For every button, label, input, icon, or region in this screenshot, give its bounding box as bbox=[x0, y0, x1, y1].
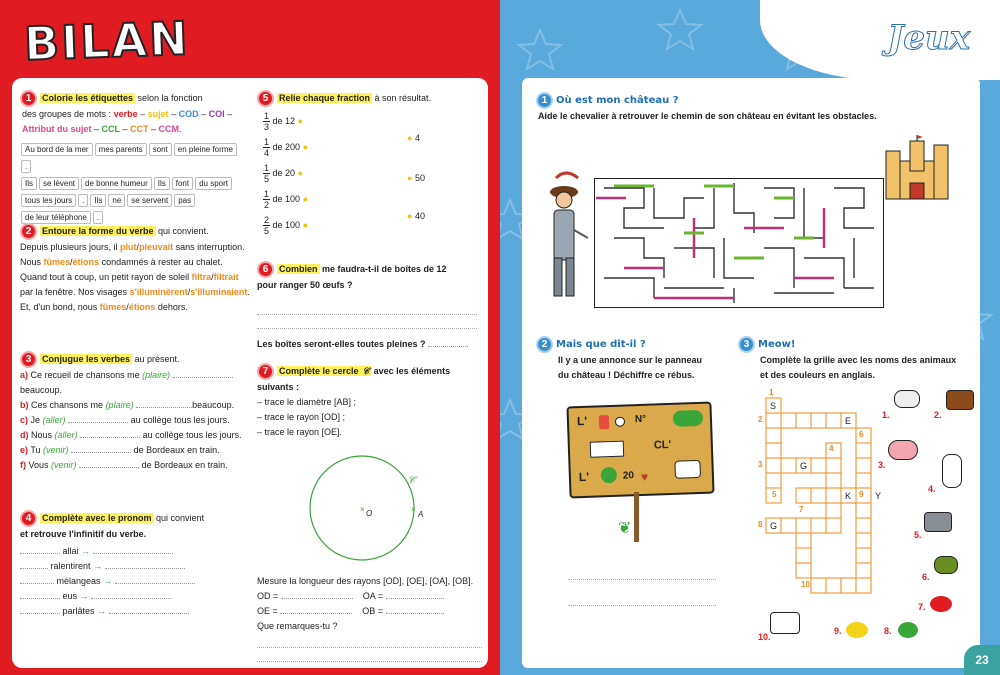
separator: – bbox=[224, 109, 233, 119]
point-o-label: O bbox=[366, 509, 373, 518]
denominator: 2 bbox=[264, 200, 270, 210]
animal-label: 5. bbox=[914, 530, 922, 540]
instruction-text: Aide le chevalier à retrouver le chemin de son château en évitant les obstacles. bbox=[538, 111, 877, 121]
sentence-text: beaucoup. bbox=[192, 400, 235, 410]
oa-blank[interactable] bbox=[386, 598, 444, 599]
labels-row-1 bbox=[20, 141, 250, 175]
separator: – bbox=[120, 124, 131, 134]
verb-choice[interactable]: pleuvait bbox=[139, 242, 174, 252]
question-text: Que remarques-tu ? bbox=[257, 621, 338, 631]
numerator: 1 bbox=[264, 137, 270, 147]
animal-label: 2. bbox=[934, 410, 942, 420]
grid-number: 7 bbox=[799, 505, 804, 514]
rebus-text: CL' bbox=[653, 438, 672, 452]
plant-icon: ❦ bbox=[618, 520, 632, 537]
sheep-icon bbox=[894, 390, 920, 408]
verb-form: eus bbox=[62, 591, 78, 601]
grid-letter: K bbox=[845, 491, 852, 501]
goat-icon bbox=[674, 460, 701, 479]
match-dot[interactable]: ● bbox=[302, 219, 309, 230]
sentence-text: de Bordeaux en train. bbox=[133, 445, 220, 455]
pronoun-blank[interactable] bbox=[20, 613, 60, 614]
rebus-text: 20 bbox=[622, 470, 635, 482]
animal-label: 4. bbox=[928, 484, 936, 494]
verb-infinitive: (aller) bbox=[54, 430, 78, 440]
exercise-2 bbox=[20, 223, 260, 315]
numerator: 1 bbox=[264, 111, 270, 121]
instruction-text: et retrouve l'infinitif du verbe. bbox=[20, 529, 147, 539]
arrow-icon: → bbox=[93, 561, 103, 571]
instruction-highlight: Relie chaque fraction bbox=[279, 92, 371, 103]
infinitive-blank[interactable] bbox=[91, 598, 171, 599]
exercise-number: 1 bbox=[20, 90, 37, 107]
grid-number: 2 bbox=[758, 415, 763, 424]
verb-form: mélangeas bbox=[56, 576, 101, 586]
pronoun-blank[interactable] bbox=[20, 553, 60, 554]
instruction-item: – trace le diamètre [AB] ; bbox=[257, 397, 357, 407]
left-content-card bbox=[12, 78, 488, 668]
instruction-highlight: Conjugue les verbes bbox=[42, 353, 131, 364]
word-label[interactable]: Ils bbox=[21, 177, 37, 190]
answer-blank[interactable] bbox=[136, 407, 192, 408]
word-label[interactable]: ne bbox=[108, 194, 125, 207]
sentence-text: par la fenêtre. Nos visages bbox=[20, 287, 130, 297]
grid-number: 6 bbox=[859, 430, 864, 439]
animal-label: 3. bbox=[878, 460, 886, 470]
page-title: Jeux bbox=[887, 18, 970, 58]
pronoun-blank[interactable] bbox=[20, 568, 48, 569]
yellow-paint-icon bbox=[846, 622, 868, 638]
instruction-text: me faudra-t-il de boîtes de 12 bbox=[319, 263, 447, 274]
separator: – bbox=[168, 109, 179, 119]
infinitive-blank[interactable] bbox=[109, 613, 189, 614]
exercise-2 bbox=[536, 336, 726, 383]
verb-choice[interactable]: fûmes bbox=[99, 302, 127, 312]
word-label[interactable]: du sport bbox=[195, 177, 232, 190]
labels-row-2 bbox=[20, 175, 250, 192]
rebus-text: L' bbox=[576, 413, 588, 429]
item-letter: a) bbox=[20, 370, 29, 380]
exercise-5 bbox=[257, 90, 477, 249]
separator: – bbox=[91, 124, 102, 134]
fraction-item bbox=[263, 163, 303, 184]
sentence-text: de Bordeaux en train. bbox=[141, 460, 228, 470]
animal-label: 10. bbox=[758, 632, 771, 642]
oe-blank[interactable] bbox=[280, 613, 352, 614]
sentence-text: au collège tous les jours. bbox=[142, 430, 242, 440]
instruction-item: – trace le rayon [OD] ; bbox=[257, 412, 346, 422]
tree-icon bbox=[601, 467, 618, 484]
animal-label: 7. bbox=[918, 602, 926, 612]
word-label[interactable]: de leur téléphone bbox=[21, 211, 91, 224]
sentence-text: Vous bbox=[28, 460, 52, 470]
match-dot[interactable]: ● bbox=[297, 167, 304, 178]
rebus-sign bbox=[566, 401, 714, 498]
ob-label: OB = bbox=[362, 606, 384, 616]
exercise-3 bbox=[738, 336, 968, 383]
goose-icon bbox=[942, 454, 962, 488]
instruction-text: et des couleurs en anglais. bbox=[760, 370, 876, 380]
separator: / bbox=[187, 287, 191, 297]
word-label[interactable]: Au bord de la mer bbox=[21, 143, 93, 156]
arrow-icon: → bbox=[97, 606, 107, 616]
function-verbe: verbe bbox=[113, 109, 138, 119]
word-label[interactable]: font bbox=[172, 177, 193, 190]
word-label[interactable]: pas bbox=[174, 194, 195, 207]
arrow-icon: → bbox=[103, 576, 113, 586]
od-blank[interactable] bbox=[281, 598, 353, 599]
sentence-text: Quand tout à coup, un petit rayon de soleil bbox=[20, 272, 192, 282]
instruction-text: avec les éléments bbox=[371, 365, 451, 376]
horse-icon bbox=[946, 390, 974, 410]
instruction-text: du château ! Déchiffre ce rébus. bbox=[558, 370, 695, 380]
grid-letter: Y bbox=[875, 491, 882, 501]
result-value: 40 bbox=[414, 211, 425, 221]
function-coi: COI bbox=[208, 109, 225, 119]
grid-number: 5 bbox=[772, 490, 777, 499]
function-ccm: CCM bbox=[158, 124, 180, 134]
animal-label: 9. bbox=[834, 626, 842, 636]
rebus-text: L' bbox=[578, 469, 590, 485]
fraction-item bbox=[263, 215, 308, 236]
green-paint-icon bbox=[898, 622, 918, 638]
answer-line[interactable] bbox=[257, 648, 482, 662]
exercise-number: 2 bbox=[536, 336, 553, 353]
function-sujet: sujet bbox=[147, 109, 169, 119]
duck-icon bbox=[934, 556, 958, 574]
infinitive-blank[interactable] bbox=[105, 568, 185, 569]
exercise-title: Où est mon château ? bbox=[556, 94, 679, 106]
instruction-text: Complète la grille avec les noms des animaux bbox=[760, 355, 957, 365]
separator: / bbox=[70, 257, 73, 267]
sentence-text: Et, d'un bond, nous bbox=[20, 302, 100, 312]
sentence-text: beaucoup. bbox=[20, 385, 63, 395]
word-label[interactable]: se lèvent bbox=[39, 177, 79, 190]
exercise-number: 3 bbox=[738, 336, 755, 353]
result-item bbox=[407, 173, 425, 183]
numerator: 2 bbox=[264, 215, 270, 225]
pig-icon bbox=[888, 440, 918, 460]
verb-choice[interactable]: s'illuminaient bbox=[190, 287, 248, 297]
exercise-6 bbox=[257, 261, 477, 352]
cow-icon bbox=[770, 612, 800, 634]
verb-infinitive: (venir) bbox=[43, 445, 69, 455]
sentence-text: Nous bbox=[20, 257, 44, 267]
fraction-of: de 200 bbox=[272, 141, 301, 152]
crossword-grid[interactable] bbox=[752, 388, 882, 628]
function-attribut: Attribut du sujet bbox=[22, 124, 92, 134]
item-letter: d) bbox=[20, 430, 29, 440]
egg-icon bbox=[615, 417, 625, 427]
word-label[interactable]: Ils bbox=[90, 194, 106, 207]
sentence-text: Je bbox=[30, 415, 43, 425]
fraction-of: de 20 bbox=[272, 167, 296, 178]
answer-line[interactable] bbox=[568, 592, 716, 606]
match-dot[interactable]: ● bbox=[407, 173, 413, 183]
instruction-highlight: Complète avec le pronom bbox=[42, 512, 152, 523]
period: . bbox=[179, 124, 182, 134]
answer-line[interactable] bbox=[568, 566, 716, 580]
sentence-text: Nous bbox=[31, 430, 55, 440]
instruction-highlight: Entoure la forme du verbe bbox=[42, 225, 154, 236]
grid-letter: G bbox=[770, 521, 778, 531]
verb-choice[interactable]: filtra bbox=[191, 272, 212, 282]
verb-infinitive: (plaire) bbox=[142, 370, 171, 380]
music-icon bbox=[590, 441, 625, 458]
word-label[interactable]: tous les jours bbox=[21, 194, 76, 207]
answer-blank[interactable] bbox=[173, 377, 233, 378]
item-letter: f) bbox=[20, 460, 26, 470]
denominator: 5 bbox=[264, 226, 270, 236]
exercise-number: 2 bbox=[20, 223, 37, 240]
fraction-matching bbox=[257, 109, 477, 249]
answer-blank[interactable] bbox=[68, 422, 128, 423]
verb-infinitive: (aller) bbox=[42, 415, 66, 425]
animal-label: 6. bbox=[922, 572, 930, 582]
castle-illustration bbox=[882, 133, 952, 203]
verb-choice[interactable]: étions bbox=[128, 302, 156, 312]
circle-drawing[interactable] bbox=[257, 440, 467, 570]
center-mark: × bbox=[360, 505, 365, 514]
verb-infinitive: (plaire) bbox=[105, 400, 134, 410]
separator: / bbox=[211, 272, 214, 282]
grid-letter: G bbox=[800, 461, 808, 471]
rebus-text: N° bbox=[634, 413, 647, 426]
answer-line[interactable] bbox=[257, 634, 482, 648]
verb-form: allai bbox=[62, 546, 79, 556]
function-cct: CCT bbox=[130, 124, 149, 134]
exercise-7 bbox=[257, 363, 482, 662]
grid-number: 3 bbox=[758, 460, 763, 469]
page-number: 23 bbox=[964, 645, 1000, 675]
word-label[interactable]: se servent bbox=[127, 194, 172, 207]
verb-form: parlâtes bbox=[62, 606, 95, 616]
grid-number: 1 bbox=[769, 388, 774, 397]
verb-choice[interactable]: filtrait bbox=[213, 272, 239, 282]
word-label[interactable]: Ils bbox=[154, 177, 170, 190]
verb-infinitive: (venir) bbox=[51, 460, 77, 470]
instruction-text: selon la fonction bbox=[135, 92, 203, 103]
fraction-item bbox=[263, 111, 303, 132]
ob-blank[interactable] bbox=[386, 613, 444, 614]
right-page bbox=[500, 0, 1000, 675]
verb-choice[interactable]: étions bbox=[72, 257, 100, 267]
arrow-icon: → bbox=[79, 591, 89, 601]
word-label[interactable]: de bonne humeur bbox=[81, 177, 152, 190]
instruction-text: à son résultat. bbox=[372, 92, 432, 103]
instruction-text: Il y a une annonce sur le panneau bbox=[558, 355, 703, 365]
fraction-of: de 100 bbox=[272, 193, 301, 204]
point-a-mark: × bbox=[411, 505, 416, 514]
answer-blank[interactable] bbox=[79, 467, 139, 468]
answer-blank[interactable] bbox=[428, 346, 468, 347]
grid-number: 10 bbox=[801, 580, 810, 589]
point-a-label: A bbox=[418, 510, 424, 519]
measure-instruction: Mesure la longueur des rayons [OD], [OE], [OA], [OB]. bbox=[257, 576, 474, 586]
word-label[interactable]: mes parents bbox=[95, 143, 147, 156]
tree-icon bbox=[673, 410, 704, 427]
denominator: 5 bbox=[264, 174, 270, 184]
word-label[interactable]: en pleine forme bbox=[174, 143, 237, 156]
instruction-text: des groupes de mots : bbox=[22, 109, 114, 119]
separator: / bbox=[136, 242, 140, 252]
function-cod: COD bbox=[178, 109, 199, 119]
exercise-4 bbox=[20, 510, 260, 619]
circle-symbol: 𝒞 bbox=[362, 365, 370, 376]
labels-row-3 bbox=[20, 192, 250, 226]
sign-post bbox=[634, 492, 639, 542]
red-paint-icon bbox=[930, 596, 952, 612]
fraction-item bbox=[263, 137, 308, 158]
exercise-number: 4 bbox=[20, 510, 37, 527]
animal-label: 8. bbox=[884, 626, 892, 636]
donkey-icon bbox=[924, 512, 952, 532]
grid-letter: S bbox=[770, 401, 777, 411]
item-letter: c) bbox=[20, 415, 29, 425]
item-letter: b) bbox=[20, 400, 29, 410]
match-dot[interactable]: ● bbox=[302, 193, 309, 204]
verb-form: ralentirent bbox=[50, 561, 91, 571]
infinitive-blank[interactable] bbox=[93, 553, 173, 554]
exercise-1 bbox=[20, 90, 250, 226]
sentence-text: . bbox=[247, 287, 250, 297]
oe-label: OE = bbox=[257, 606, 278, 616]
heart-icon: ♥ bbox=[640, 469, 649, 484]
rebus-icon bbox=[599, 415, 609, 429]
word-label[interactable]: . bbox=[78, 194, 88, 207]
instruction-item: – trace le rayon [OE]. bbox=[257, 427, 343, 437]
infinitive-blank[interactable] bbox=[115, 583, 195, 584]
fraction-of: de 12 bbox=[272, 115, 296, 126]
page-title: BILAN bbox=[23, 11, 191, 71]
sentence-text: au collège tous les jours. bbox=[130, 415, 230, 425]
circle-label: 𝒞 bbox=[408, 475, 416, 486]
maze[interactable] bbox=[594, 178, 884, 308]
fraction-of: de 100 bbox=[272, 219, 301, 230]
verb-choice[interactable]: fûmes bbox=[43, 257, 71, 267]
right-content-card bbox=[522, 78, 980, 668]
instruction-text: pour ranger 50 œufs ? bbox=[257, 280, 353, 290]
numerator: 1 bbox=[264, 163, 270, 173]
match-dot[interactable]: ● bbox=[407, 211, 413, 221]
question-text: Les boîtes seront-elles toutes pleines ? bbox=[257, 339, 426, 349]
instruction-text: qui convient bbox=[153, 512, 205, 523]
verb-choice[interactable]: plut bbox=[120, 242, 137, 252]
match-dot[interactable]: ● bbox=[407, 133, 413, 143]
result-item bbox=[407, 211, 425, 221]
exercise-number: 3 bbox=[20, 351, 37, 368]
sentence-text: condamnés à rester au chalet. bbox=[99, 257, 223, 267]
sentence-text: dehors. bbox=[155, 302, 188, 312]
grid-letter: E bbox=[845, 416, 852, 426]
separator: – bbox=[198, 109, 209, 119]
separator: – bbox=[137, 109, 148, 119]
result-item bbox=[407, 133, 420, 143]
item-letter: e) bbox=[20, 445, 29, 455]
grid-number: 9 bbox=[859, 490, 864, 499]
grid-number: 8 bbox=[758, 520, 763, 529]
pronoun-blank[interactable] bbox=[20, 598, 60, 599]
answer-blank[interactable] bbox=[80, 437, 140, 438]
separator: / bbox=[126, 302, 129, 312]
exercise-number: 5 bbox=[257, 90, 274, 107]
word-label[interactable]: . bbox=[21, 160, 31, 173]
answer-line[interactable] bbox=[257, 301, 477, 315]
numerator: 1 bbox=[264, 189, 270, 199]
word-label[interactable]: sont bbox=[149, 143, 172, 156]
verb-choice[interactable]: s'illuminèrent bbox=[129, 287, 188, 297]
sentence-text: sans interruption. bbox=[173, 242, 245, 252]
sentence-text: Ces chansons me bbox=[31, 400, 106, 410]
fraction-item bbox=[263, 189, 308, 210]
instruction-highlight: Complète le cercle bbox=[279, 365, 359, 376]
oa-label: OA = bbox=[362, 591, 384, 601]
match-dot[interactable]: ● bbox=[302, 141, 309, 152]
instruction-highlight: Combien bbox=[279, 263, 318, 274]
exercise-3 bbox=[20, 351, 260, 473]
knight-illustration bbox=[542, 170, 588, 310]
sentence-text: Ce recueil de chansons me bbox=[30, 370, 143, 380]
pronoun-blank[interactable] bbox=[20, 583, 54, 584]
sentence-text: Tu bbox=[30, 445, 44, 455]
denominator: 3 bbox=[264, 122, 270, 132]
answer-blank[interactable] bbox=[71, 452, 131, 453]
instruction-highlight: Colorie les étiquettes bbox=[42, 92, 134, 103]
answer-line[interactable] bbox=[257, 315, 477, 329]
animal-label: 1. bbox=[882, 410, 890, 420]
arrow-icon: → bbox=[81, 546, 91, 556]
grid-number: 4 bbox=[829, 444, 834, 453]
function-ccl: CCL bbox=[101, 124, 121, 134]
instruction-text: qui convient. bbox=[155, 225, 209, 236]
result-value: 4 bbox=[414, 133, 420, 143]
exercise-1 bbox=[536, 92, 966, 124]
exercise-number: 6 bbox=[257, 261, 274, 278]
sentence-text: Depuis plusieurs jours, il bbox=[20, 242, 121, 252]
denominator: 4 bbox=[264, 148, 270, 158]
exercise-number: 7 bbox=[257, 363, 274, 380]
exercise-title: Meow! bbox=[758, 338, 796, 350]
exercise-title: Mais que dit-il ? bbox=[556, 338, 646, 350]
match-dot[interactable]: ● bbox=[297, 115, 304, 126]
instruction-text: suivants : bbox=[257, 382, 300, 392]
word-label[interactable]: . bbox=[93, 211, 103, 224]
instruction-text: au présent. bbox=[132, 353, 180, 364]
exercise-number: 1 bbox=[536, 92, 553, 109]
result-value: 50 bbox=[414, 173, 425, 183]
separator: – bbox=[148, 124, 159, 134]
od-label: OD = bbox=[257, 591, 279, 601]
